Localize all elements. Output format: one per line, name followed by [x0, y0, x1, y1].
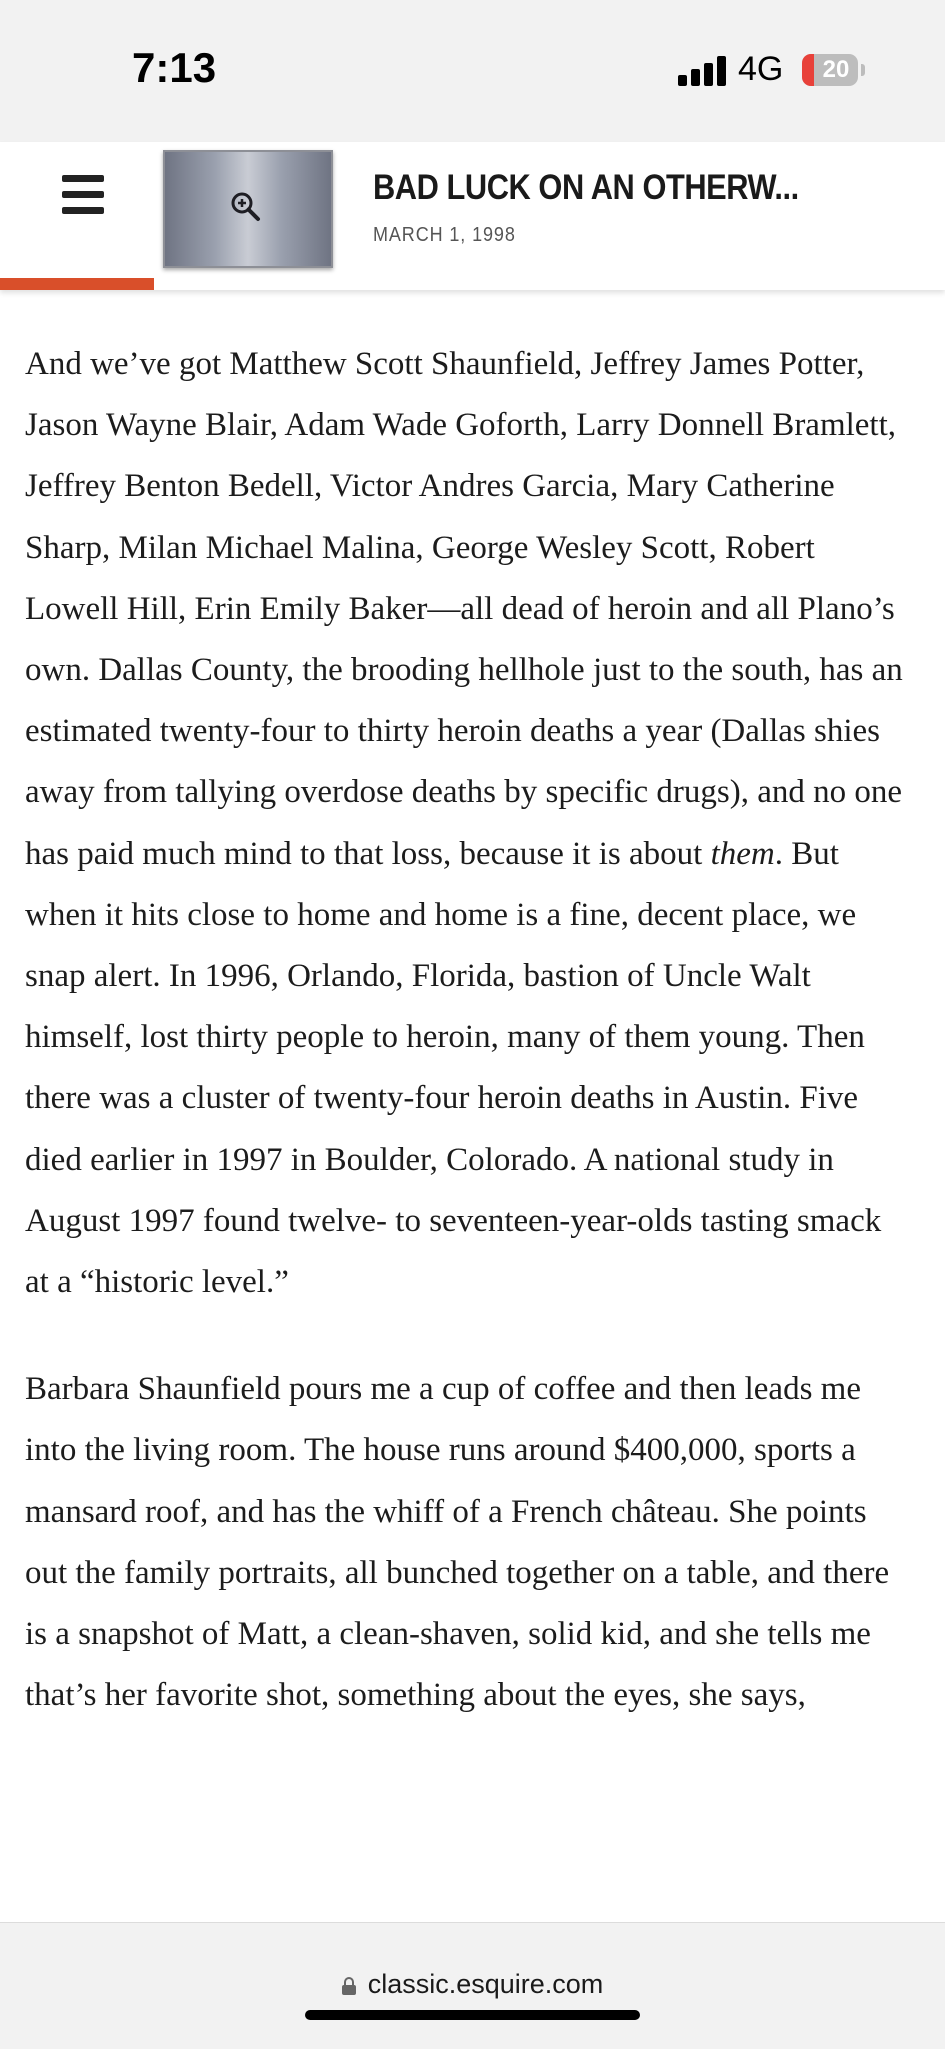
- browser-url-bar[interactable]: [0, 1922, 945, 2049]
- article-body: [25, 334, 905, 1772]
- status-time: 7:13: [132, 44, 217, 91]
- signal-icon: [678, 56, 728, 86]
- battery-level: 20: [822, 56, 850, 83]
- zoom-in-icon: [229, 190, 263, 224]
- status-bar: [0, 0, 945, 142]
- lock-icon: [342, 1977, 356, 1995]
- url-display[interactable]: [0, 1969, 945, 2000]
- reading-progress-bar: [0, 278, 154, 290]
- article-header: [0, 142, 945, 290]
- battery-icon: [802, 54, 858, 86]
- url-text: classic.esquire.com: [367, 1969, 604, 1999]
- network-type: 4G: [738, 50, 784, 88]
- emphasized-text: them: [710, 835, 775, 872]
- article-paragraph: Barbara Shaunfield pours me a cup of coffee and then leads me into the living room. The house runs around $400,000, sports a mansard roof, and has the whiff of a French château. She points out the family portraits, all bunched together on a table, and there is a snapshot of Matt, a clean-shaven, solid kid, and she tells me that’s her favorite shot, something about the eyes, she says,: [25, 1371, 890, 1714]
- issue-thumbnail[interactable]: [163, 150, 333, 268]
- home-indicator[interactable]: [305, 2010, 640, 2020]
- article-date: MARCH 1, 1998: [373, 224, 516, 246]
- battery-tip: [861, 64, 865, 76]
- article-paragraph: And we’ve got Matthew Scott Shaunfield, Jeffrey James Potter, Jason Wayne Blair, Adam Wade Goforth, Larry Donnell Bramlett, Jeffrey Benton Bedell, Victor Andres Garcia, Mary Catherine Sharp, Milan Michael Malina, George Wesley Scott, Robert Lowell Hill, Erin Emily Baker—all dead of heroin and all Plano’s own. Dallas County, the brooding hellhole just to the south, has an estimated twenty-four to thirty heroin deaths a year (Dallas shies away from tallying overdose deaths by specific drugs), and no one has paid much mind to that loss, because it is about them. But when it hits close to home and home is a fine, decent place, we snap alert. In 1996, Orlando, Florida, bastion of Uncle Walt himself, lost thirty people to heroin, many of them young. Then there was a cluster of twenty-four heroin deaths in Austin. Five died earlier in 1997 in Boulder, Colorado. A national study in August 1997 found twelve- to seventeen-year-olds tasting smack at a “historic level.”: [25, 346, 903, 1301]
- hamburger-menu-icon[interactable]: [58, 172, 110, 218]
- article-title[interactable]: BAD LUCK ON AN OTHERW...: [373, 168, 799, 207]
